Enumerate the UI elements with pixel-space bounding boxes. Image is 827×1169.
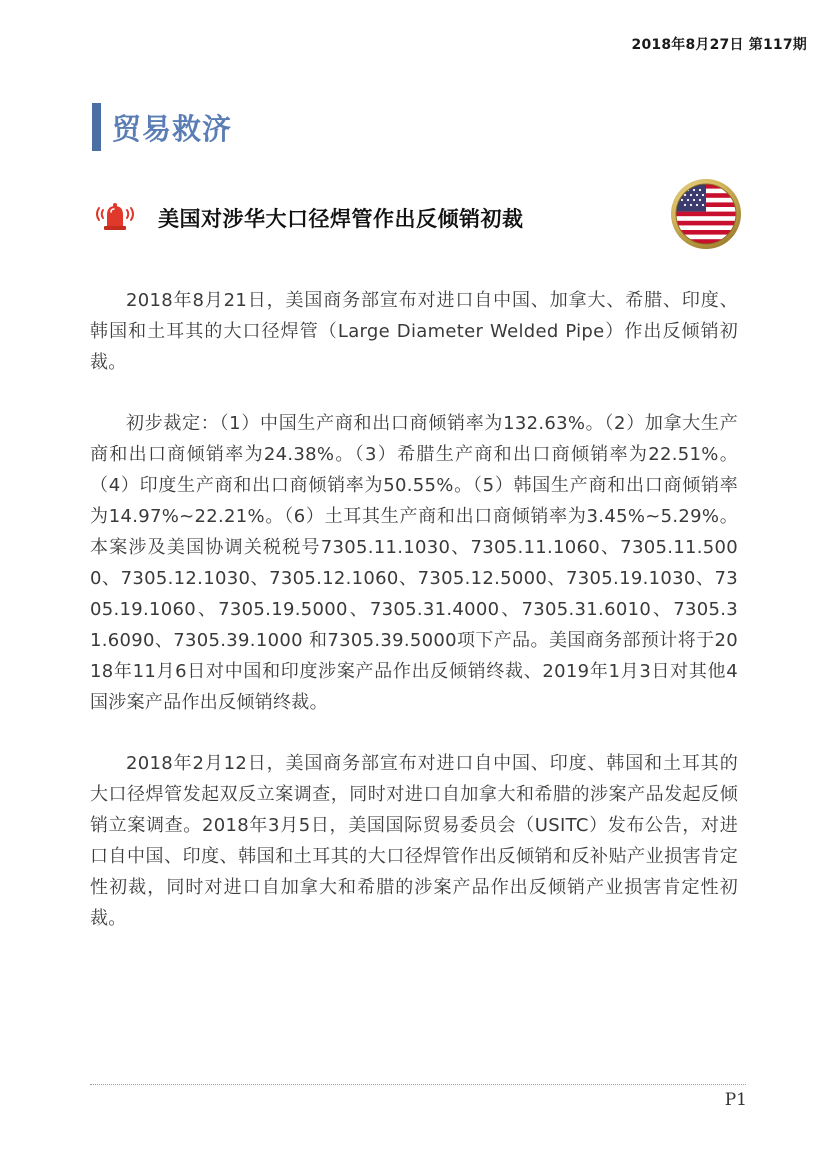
article-heading bbox=[92, 196, 652, 240]
article-body bbox=[90, 285, 738, 964]
alarm-bell-icon bbox=[92, 200, 138, 236]
section-accent-bar bbox=[92, 103, 101, 151]
section-title: 贸易救济 bbox=[112, 111, 233, 146]
paragraph-announcement: 2018年8月21日，美国商务部宣布对进口自中国、加拿大、希腊、印度、韩国和土耳其的大口径焊管（Large Diameter Welded Pipe）作出反倾销初裁。 bbox=[90, 290, 738, 373]
issue-date: 2018年8月27日 第117期 bbox=[631, 37, 807, 53]
article-title: 美国对涉华大口径焊管作出反倾销初裁 bbox=[158, 207, 524, 231]
us-flag-icon bbox=[670, 178, 742, 250]
footer-divider bbox=[90, 1084, 746, 1085]
paragraph-preliminary-ruling: 初步裁定：（1）中国生产商和出口商倾销率为132.63%。（2）加拿大生产商和出口商倾销率为24.38%。（3）希腊生产商和出口商倾销率为22.51%。（4）印度生产商和出口商倾销率为50.55%。（5）韩国生产商和出口商倾销率为14.97%~22.21%。（6）土耳其生产商和出口商倾销率为3.45%~5.29%。本案涉及美国协调关税税号7305.11.1030、7305.11.1060、7305.11.5000、7305.12.1030、7305.12.1060、7305.12.5000、7305.19.1030、7305.19.1060、7305.19.5000、7305.31.4000、7305.31.6010、7305.31.6090、7305.39.1000 和7305.39.5000项下产品。美国商务部预计将于2018年11月6日对中国和印度涉案产品作出反倾销终裁、2019年1月3日对其他4国涉案产品作出反倾销终裁。 bbox=[90, 413, 738, 713]
page-number: P1 bbox=[724, 1090, 747, 1110]
paragraph-background: 2018年2月12日，美国商务部宣布对进口自中国、印度、韩国和土耳其的大口径焊管发起双反立案调查，同时对进口自加拿大和希腊的涉案产品发起反倾销立案调查。2018年3月5日，美国国际贸易委员会（USITC）发布公告，对进口自中国、印度、韩国和土耳其的大口径焊管作出反倾销和反补贴产业损害肯定性初裁，同时对进口自加拿大和希腊的涉案产品作出反倾销产业损害肯定性初裁。 bbox=[90, 753, 738, 929]
section-header bbox=[92, 103, 232, 151]
